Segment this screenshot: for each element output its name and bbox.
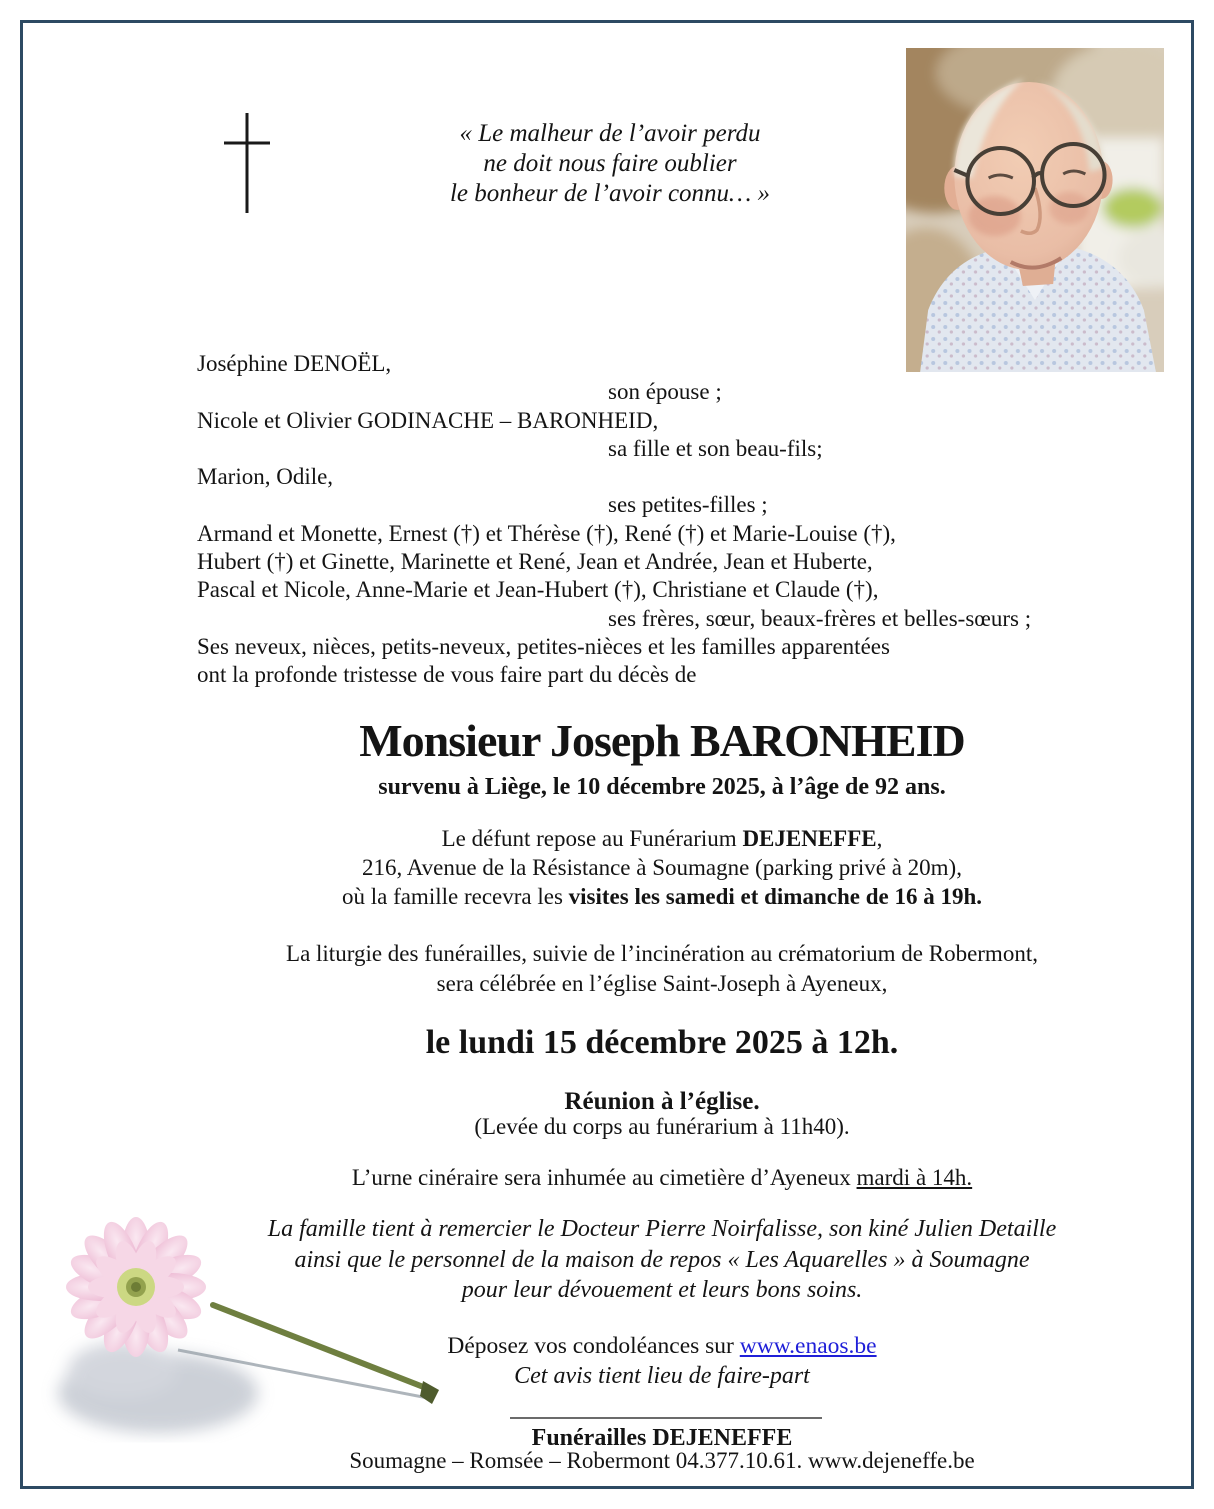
urn-text: L’urne cinéraire sera inhumée au cimetière d’Ayeneux (351, 1165, 857, 1190)
family-name-line: ont la profonde tristesse de vous faire part du décès de (197, 662, 697, 688)
funeral-company-info: Soumagne – Romsée – Robermont 04.377.10.61. www.dejeneffe.be (349, 1448, 975, 1473)
thanks-line: pour leur dévouement et leurs bons soins. (461, 1277, 863, 1303)
ceremony-date: le lundi 15 décembre 2025 à 12h. (425, 1024, 899, 1061)
quote-line: le bonheur de l’avoir connu… » (449, 180, 771, 207)
family-name-line: Marion, Odile, (197, 464, 334, 490)
urn-paragraph (197, 1164, 1127, 1192)
condolences-line (197, 1332, 1127, 1360)
family-name-line: Hubert (†) et Ginette, Marinette et René, Jean et Andrée, Jean et Huberte, (197, 549, 873, 575)
thanks-line: La famille tient à remercier le Docteur Pierre Noirfalisse, son kiné Julien Detaille (267, 1216, 1057, 1242)
repose-paragraph (197, 824, 1127, 911)
family-relation-line: ses frères, sœur, beaux-frères et belles-sœurs ; (608, 605, 1032, 631)
funeral-company: Funérailles DEJENEFFE (531, 1425, 793, 1451)
family-name-line: Pascal et Nicole, Anne-Marie et Jean-Hubert (†), Christiane et Claude (†), (197, 577, 879, 603)
repose-text: , (876, 826, 883, 851)
family-relation-line: sa fille et son beau-fils; (608, 435, 823, 461)
liturgy-line-2: sera célébrée en l’église Saint-Joseph à Ayeneux, (436, 970, 888, 996)
thanks-line: ainsi que le personnel de la maison de repos « Les Aquarelles » à Soumagne (294, 1246, 1030, 1273)
family-name-line: Armand et Monette, Ernest (†) et Thérèse (†), René (†) et Marie-Louise (†), (197, 520, 896, 546)
family-relation-line: son épouse ; (608, 379, 722, 405)
quote-line: ne doit nous faire oublier (483, 150, 737, 177)
condolences-link[interactable]: www.enaos.be (739, 1333, 877, 1359)
death-info: survenu à Liège, le 10 décembre 2025, à l’âge de 92 ans. (378, 774, 946, 800)
condolences-text: Déposez vos condoléances sur (447, 1333, 740, 1359)
deceased-name: Monsieur Joseph BARONHEID (359, 715, 965, 766)
meeting-note: Réunion à l’église. (564, 1088, 760, 1115)
visit-hours: visites les samedi et dimanche de 16 à 19h. (568, 884, 983, 909)
thanks-paragraph (197, 1214, 1127, 1306)
levee-note: (Levée du corps au funérarium à 11h40). (474, 1114, 850, 1139)
family-list (197, 350, 1127, 690)
repose-line-1 (197, 824, 1127, 853)
repose-text: Le défunt repose au Funérarium (441, 826, 743, 851)
repose-text: où la famille recevra les (341, 884, 569, 909)
urn-burial-time: mardi à 14h. (856, 1165, 973, 1190)
family-name-line: Joséphine DENOËL, (197, 351, 392, 376)
funeral-home-name: DEJENEFFE (742, 826, 877, 851)
quote-line: « Le malheur de l’avoir perdu (459, 120, 761, 147)
family-name-line: Nicole et Olivier GODINACHE – BARONHEID, (197, 407, 659, 433)
liturgy-paragraph (197, 939, 1127, 998)
family-name-line: Ses neveux, nièces, petits-neveux, petites-nièces et les familles apparentées (197, 633, 890, 659)
faire-part-notice: Cet avis tient lieu de faire-part (514, 1363, 810, 1389)
repose-line-3 (197, 882, 1127, 911)
footer-separator (510, 1417, 822, 1419)
family-relation-line: ses petites-filles ; (608, 492, 768, 518)
repose-line-2: 216, Avenue de la Résistance à Soumagne (parking privé à 20m), (362, 855, 962, 880)
liturgy-line-1: La liturgie des funérailles, suivie de l’incinération au crématorium de Robermont, (286, 941, 1038, 966)
